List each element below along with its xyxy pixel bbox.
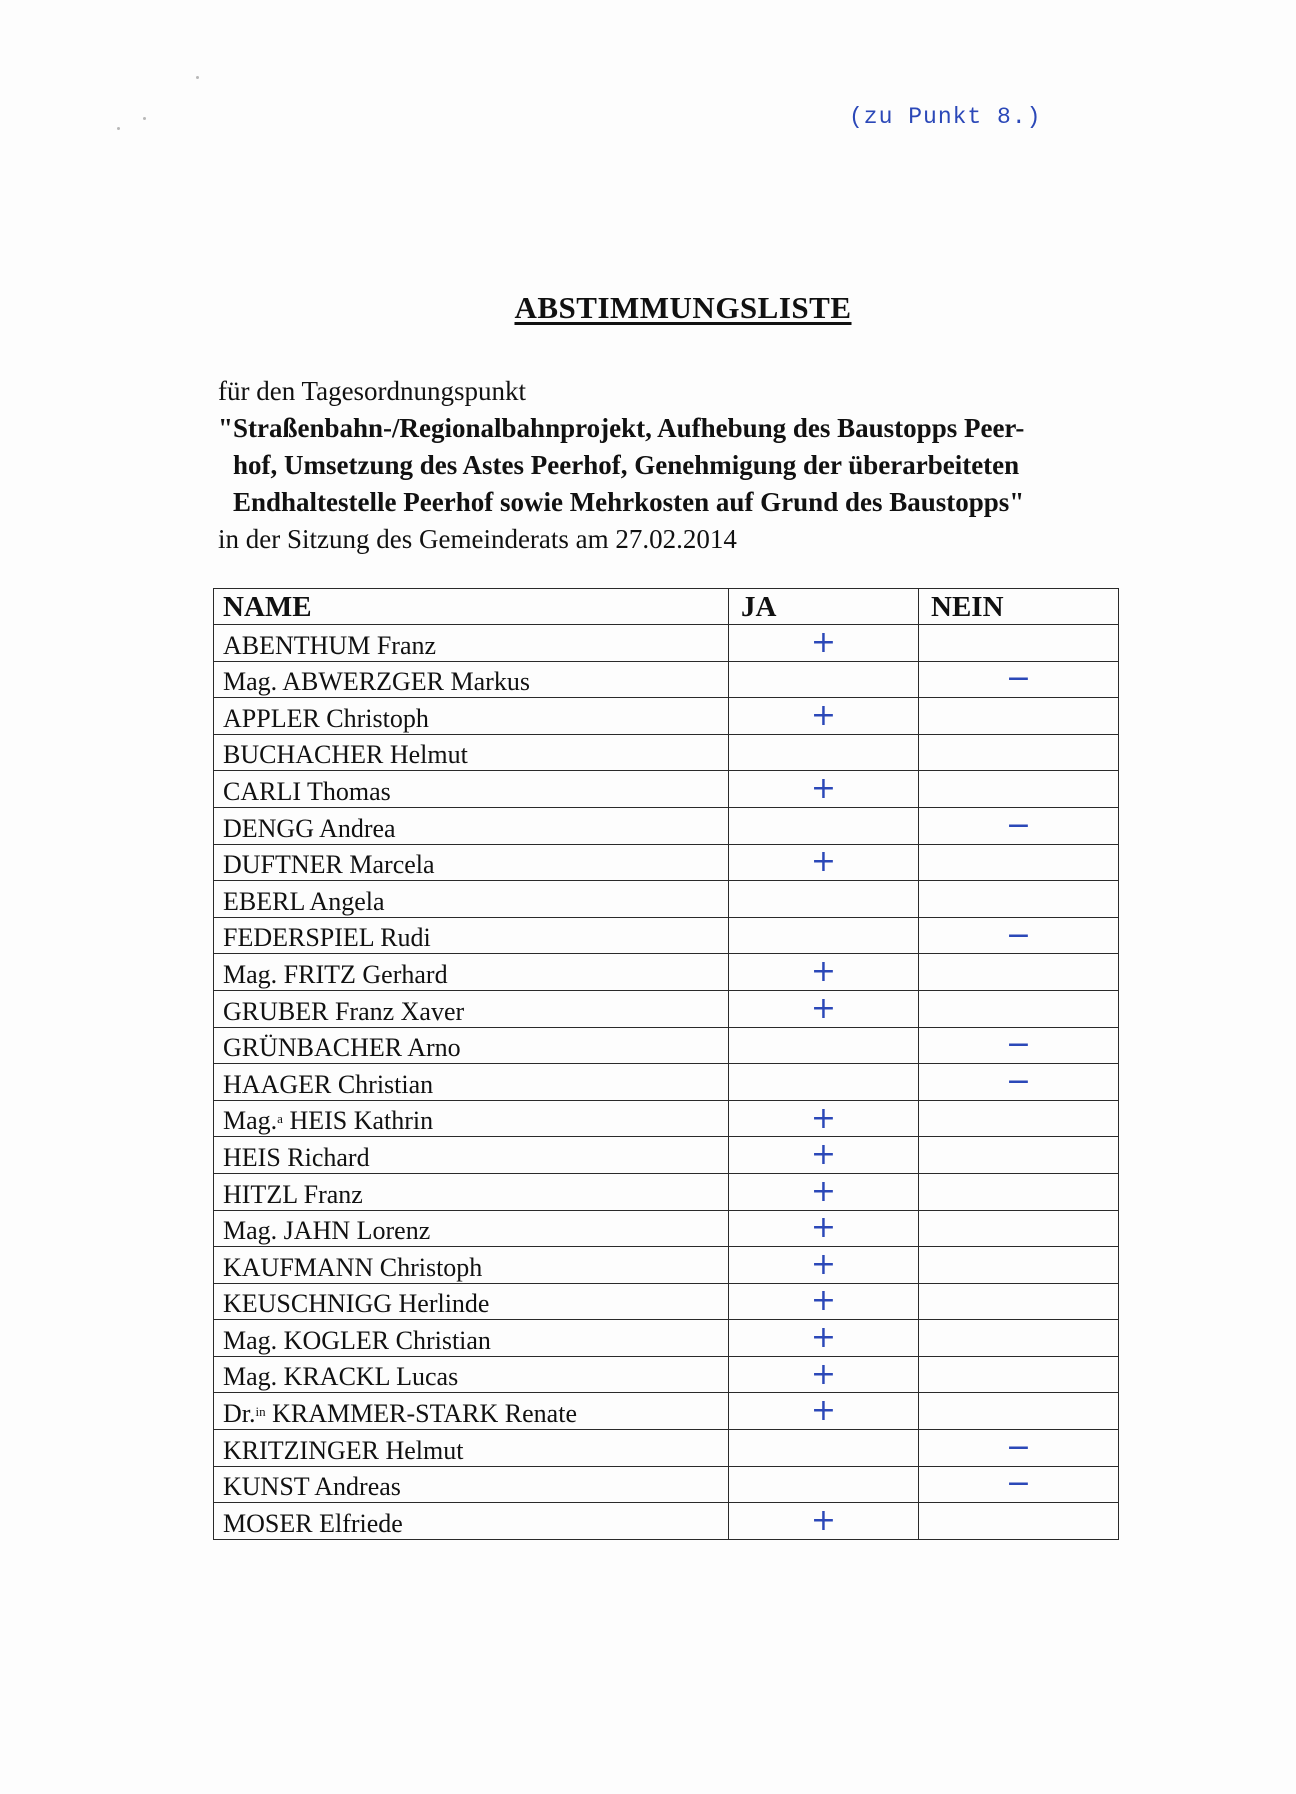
- member-name: ABWERZGER Markus: [282, 667, 530, 697]
- table-row: [214, 807, 1119, 844]
- table-row: [214, 1320, 1119, 1357]
- table-row: [214, 844, 1119, 881]
- member-name-cell: [214, 881, 729, 918]
- member-name: BUCHACHER Helmut: [223, 740, 468, 770]
- member-title: Mag.: [223, 1216, 278, 1246]
- vote-ja-mark: +: [729, 844, 919, 881]
- member-name: KOGLER Christian: [283, 1325, 491, 1355]
- vote-nein-mark: [919, 1247, 1119, 1284]
- table-row: [214, 698, 1119, 735]
- table-row: [214, 1210, 1119, 1247]
- vote-ja-mark: +: [729, 1173, 919, 1210]
- vote-nein-mark: [919, 1393, 1119, 1430]
- table-row: [214, 1393, 1119, 1430]
- member-name-cell: [214, 990, 729, 1027]
- vote-ja-mark: [729, 917, 919, 954]
- vote-nein-mark: [919, 1100, 1119, 1137]
- vote-nein-mark: [919, 844, 1119, 881]
- intro-line-1: für den Tagesordnungspunkt: [218, 376, 527, 406]
- vote-nein-mark: −: [919, 1430, 1119, 1467]
- member-name-cell: [214, 1430, 729, 1467]
- member-name-cell: [214, 1027, 729, 1064]
- member-name-cell: [214, 917, 729, 954]
- table-row: [214, 1283, 1119, 1320]
- table-row: [214, 734, 1119, 771]
- vote-nein-mark: −: [919, 1466, 1119, 1503]
- vote-ja-mark: [729, 1430, 919, 1467]
- vote-nein-mark: [919, 771, 1119, 808]
- vote-nein-mark: [919, 1283, 1119, 1320]
- vote-nein-mark: −: [919, 807, 1119, 844]
- member-name-cell: [214, 771, 729, 808]
- scan-speck: [143, 117, 146, 120]
- vote-ja-mark: +: [729, 1100, 919, 1137]
- vote-ja-mark: [729, 1466, 919, 1503]
- table-row: [214, 1027, 1119, 1064]
- vote-ja-mark: +: [729, 1283, 919, 1320]
- table-row: [214, 1064, 1119, 1101]
- member-title: Mag.: [223, 667, 278, 697]
- member-name: GRÜNBACHER Arno: [223, 1033, 461, 1063]
- vote-ja-mark: +: [729, 954, 919, 991]
- member-name: KRAMMER-STARK Renate: [272, 1399, 577, 1429]
- table-row: [214, 1466, 1119, 1503]
- member-name-cell: [214, 844, 729, 881]
- member-name-cell: [214, 1173, 729, 1210]
- vote-ja-mark: [729, 661, 919, 698]
- member-name: KEUSCHNIGG Herlinde: [223, 1289, 490, 1319]
- member-name-cell: [214, 807, 729, 844]
- member-name: CARLI Thomas: [223, 776, 391, 806]
- vote-nein-mark: [919, 734, 1119, 771]
- column-header-nein: NEIN: [919, 589, 1119, 625]
- member-name-cell: [214, 1393, 729, 1430]
- vote-nein-mark: [919, 990, 1119, 1027]
- member-name: FEDERSPIEL Rudi: [223, 923, 431, 953]
- member-name: EBERL Angela: [223, 886, 385, 916]
- vote-nein-mark: [919, 625, 1119, 662]
- table-row: [214, 771, 1119, 808]
- vote-nein-mark: [919, 1503, 1119, 1540]
- vote-ja-mark: +: [729, 1393, 919, 1430]
- vote-ja-mark: +: [729, 990, 919, 1027]
- scan-speck: [196, 76, 199, 79]
- table-body: [214, 625, 1119, 1540]
- vote-ja-mark: +: [729, 625, 919, 662]
- member-name: KRITZINGER Helmut: [223, 1435, 464, 1465]
- vote-nein-mark: −: [919, 1064, 1119, 1101]
- member-name-cell: [214, 1503, 729, 1540]
- member-title-suffix: in: [255, 1404, 266, 1420]
- vote-nein-mark: [919, 1356, 1119, 1393]
- member-name: HEIS Kathrin: [289, 1106, 434, 1136]
- member-name: ABENTHUM Franz: [223, 630, 437, 660]
- member-title: Mag.: [223, 959, 278, 989]
- table-row: [214, 1503, 1119, 1540]
- agenda-item-title-line-2: hof, Umsetzung des Astes Peerhof, Genehmigung der überarbeiteten: [233, 450, 1020, 480]
- agenda-point-annotation: (zu Punkt 8.): [849, 104, 1042, 130]
- member-name: FRITZ Gerhard: [283, 959, 448, 989]
- table-row: [214, 1137, 1119, 1174]
- document-title: ABSTIMMUNGSLISTE: [514, 290, 852, 325]
- member-name: KRACKL Lucas: [283, 1362, 459, 1392]
- vote-ja-mark: +: [729, 1320, 919, 1357]
- vote-ja-mark: [729, 807, 919, 844]
- table-row: [214, 1430, 1119, 1467]
- member-name: HEIS Richard: [223, 1142, 370, 1172]
- column-header-name: NAME: [214, 589, 729, 625]
- table-row: [214, 990, 1119, 1027]
- table-row: [214, 1100, 1119, 1137]
- table-row: [214, 881, 1119, 918]
- table-row: [214, 625, 1119, 662]
- vote-ja-mark: +: [729, 1137, 919, 1174]
- vote-ja-mark: [729, 1027, 919, 1064]
- member-name: GRUBER Franz Xaver: [223, 996, 465, 1026]
- member-name-cell: [214, 1283, 729, 1320]
- member-name-cell: [214, 1320, 729, 1357]
- agenda-item-title-line-3: Endhaltestelle Peerhof sowie Mehrkosten auf Grund des Baustopps": [233, 487, 1025, 517]
- member-name-cell: [214, 1210, 729, 1247]
- vote-ja-mark: +: [729, 1247, 919, 1284]
- member-name-cell: [214, 954, 729, 991]
- table-row: [214, 1173, 1119, 1210]
- vote-nein-mark: [919, 1173, 1119, 1210]
- agenda-item-description: [218, 373, 1024, 558]
- vote-ja-mark: [729, 881, 919, 918]
- table-row: [214, 954, 1119, 991]
- member-name-cell: [214, 1356, 729, 1393]
- member-title: Dr.: [223, 1399, 256, 1429]
- member-name: JAHN Lorenz: [283, 1216, 431, 1246]
- vote-nein-mark: −: [919, 1027, 1119, 1064]
- vote-nein-mark: [919, 881, 1119, 918]
- member-name-cell: [214, 698, 729, 735]
- member-name: HAAGER Christian: [223, 1069, 434, 1099]
- vote-nein-mark: [919, 1320, 1119, 1357]
- vote-ja-mark: +: [729, 1210, 919, 1247]
- member-title-suffix: a: [277, 1111, 283, 1127]
- agenda-item-title-line-1: "Straßenbahn-/Regionalbahnprojekt, Aufhebung des Baustopps Peer-: [218, 413, 1025, 443]
- session-date-line: in der Sitzung des Gemeinderats am 27.02.2014: [218, 524, 737, 554]
- member-name: HITZL Franz: [223, 1179, 363, 1209]
- vote-nein-mark: [919, 954, 1119, 991]
- scan-speck: [117, 127, 120, 130]
- vote-ja-mark: +: [729, 1503, 919, 1540]
- member-name: KUNST Andreas: [223, 1472, 401, 1502]
- member-name-cell: [214, 1064, 729, 1101]
- column-header-ja: JA: [729, 589, 919, 625]
- table-row: [214, 661, 1119, 698]
- member-name-cell: [214, 1466, 729, 1503]
- vote-nein-mark: −: [919, 661, 1119, 698]
- member-title: Mag.: [223, 1362, 278, 1392]
- vote-nein-mark: [919, 1210, 1119, 1247]
- member-name: MOSER Elfriede: [223, 1508, 403, 1538]
- vote-nein-mark: −: [919, 917, 1119, 954]
- member-name: KAUFMANN Christoph: [223, 1252, 483, 1282]
- vote-ja-mark: +: [729, 1356, 919, 1393]
- voting-table: [213, 588, 1119, 1540]
- table-row: [214, 1247, 1119, 1284]
- member-name: DUFTNER Marcela: [223, 850, 435, 880]
- member-name: APPLER Christoph: [223, 703, 429, 733]
- member-name: DENGG Andrea: [223, 813, 396, 843]
- table-row: [214, 1356, 1119, 1393]
- vote-nein-mark: [919, 1137, 1119, 1174]
- member-name-cell: [214, 1137, 729, 1174]
- member-title: Mag.: [223, 1325, 278, 1355]
- table-header-row: [214, 589, 1119, 625]
- table-row: [214, 917, 1119, 954]
- member-name-cell: [214, 1100, 729, 1137]
- member-title: Mag.: [223, 1106, 278, 1136]
- member-name-cell: [214, 1247, 729, 1284]
- vote-nein-mark: [919, 698, 1119, 735]
- member-name-cell: [214, 734, 729, 771]
- member-name-cell: [214, 661, 729, 698]
- member-name-cell: [214, 625, 729, 662]
- vote-ja-mark: [729, 1064, 919, 1101]
- vote-ja-mark: +: [729, 771, 919, 808]
- vote-ja-mark: [729, 734, 919, 771]
- vote-ja-mark: +: [729, 698, 919, 735]
